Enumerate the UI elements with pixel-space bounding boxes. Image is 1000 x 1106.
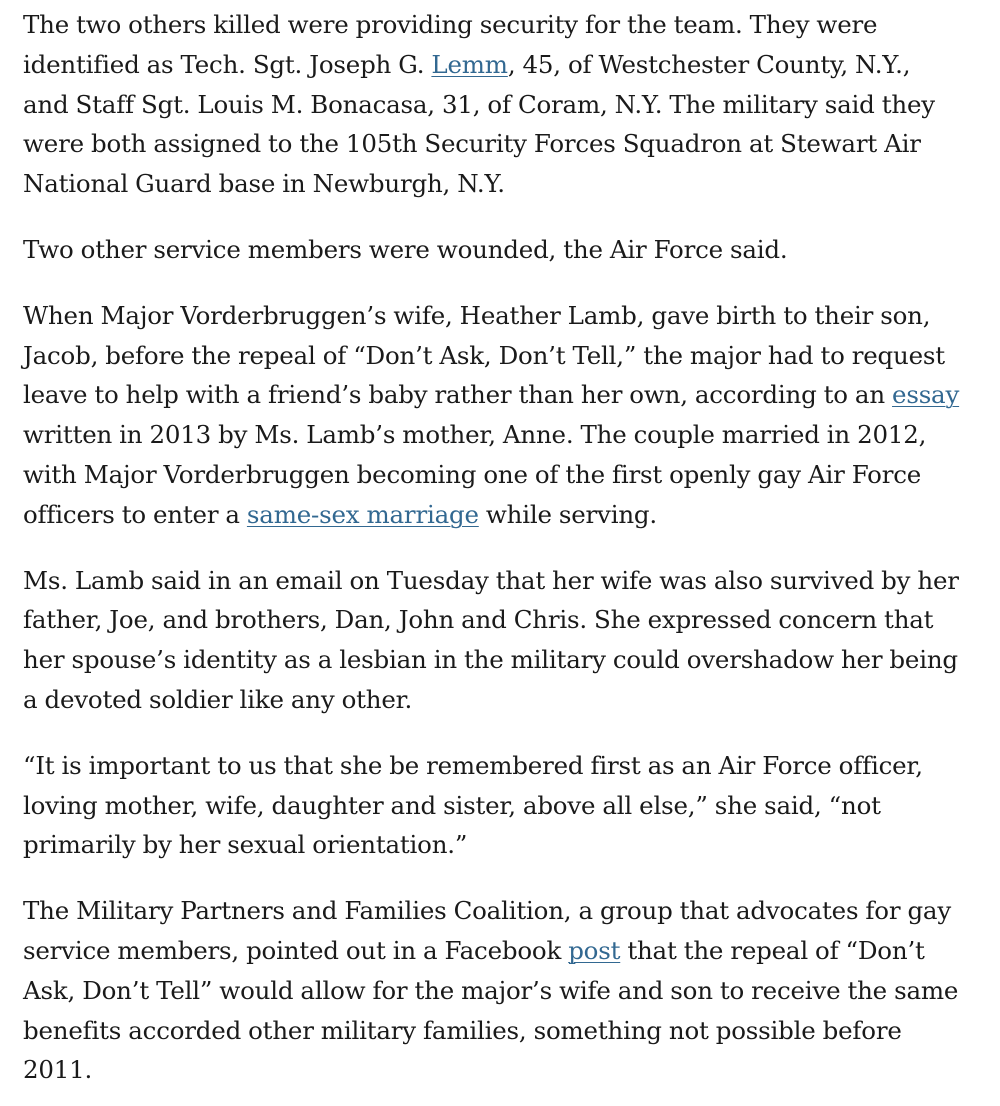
- link-same-sex-marriage[interactable]: same-sex marriage: [246, 499, 479, 529]
- paragraph-text: When Major Vorderbruggen’s wife, Heather Lamb, gave birth to their son, Jacob, before the repeal of “Don’t Ask, Don’t Tell,” the major had to request leave to help with a friend’s baby rather than her own, according to an: [23, 300, 945, 410]
- paragraph-text: “It is important to us that she be remembered first as an Air Force officer, loving mother, wife, daughter and sister, above all else,” she said, “not primarily by her sexual orientation.”: [23, 750, 923, 860]
- paragraph-text: that the repeal of “Don’t Ask, Don’t Tell” would allow for the major’s wife and son to receive the same benefits accorded other military families, something not possible before 2011.: [23, 935, 959, 1085]
- link-post[interactable]: post: [568, 935, 621, 965]
- paragraph-survived-by: [23, 561, 960, 720]
- paragraph-text: written in 2013 by Ms. Lamb’s mother, Anne. The couple married in 2012, with Major Vorderbruggen becoming one of the first openly gay Air Force officers to enter a: [23, 420, 927, 529]
- paragraph-text: The two others killed were providing security for the team. They were identified as Tech. Sgt. Joseph G.: [23, 10, 878, 79]
- paragraph-text: , 45, of Westchester County, N.Y., and Staff Sgt. Louis M. Bonacasa, 31, of Coram, N.Y. The military said they were both assigned to the 105th Security Forces Squadron at Stewart Air National Guard base in Newburgh, N.Y.: [23, 49, 935, 199]
- paragraph-text: while serving.: [478, 499, 657, 529]
- paragraph-major-family: [23, 296, 960, 535]
- paragraph-text: Two other service members were wounded, the Air Force said.: [23, 234, 788, 264]
- paragraph-quote: [23, 746, 960, 865]
- paragraph-security-team: [23, 5, 960, 204]
- paragraph-text: The Military Partners and Families Coalition, a group that advocates for gay service members, pointed out in a Facebook: [23, 896, 951, 965]
- paragraph-coalition: [23, 891, 960, 1090]
- link-essay[interactable]: essay: [892, 380, 960, 410]
- paragraph-wounded: [23, 230, 960, 270]
- link-lemm[interactable]: Lemm: [431, 49, 508, 79]
- paragraph-text: Ms. Lamb said in an email on Tuesday that her wife was also survived by her father, Joe, and brothers, Dan, John and Chris. She expressed concern that her spouse’s identity as a lesbian in the military could overshadow her being a devoted soldier like any other.: [23, 565, 959, 714]
